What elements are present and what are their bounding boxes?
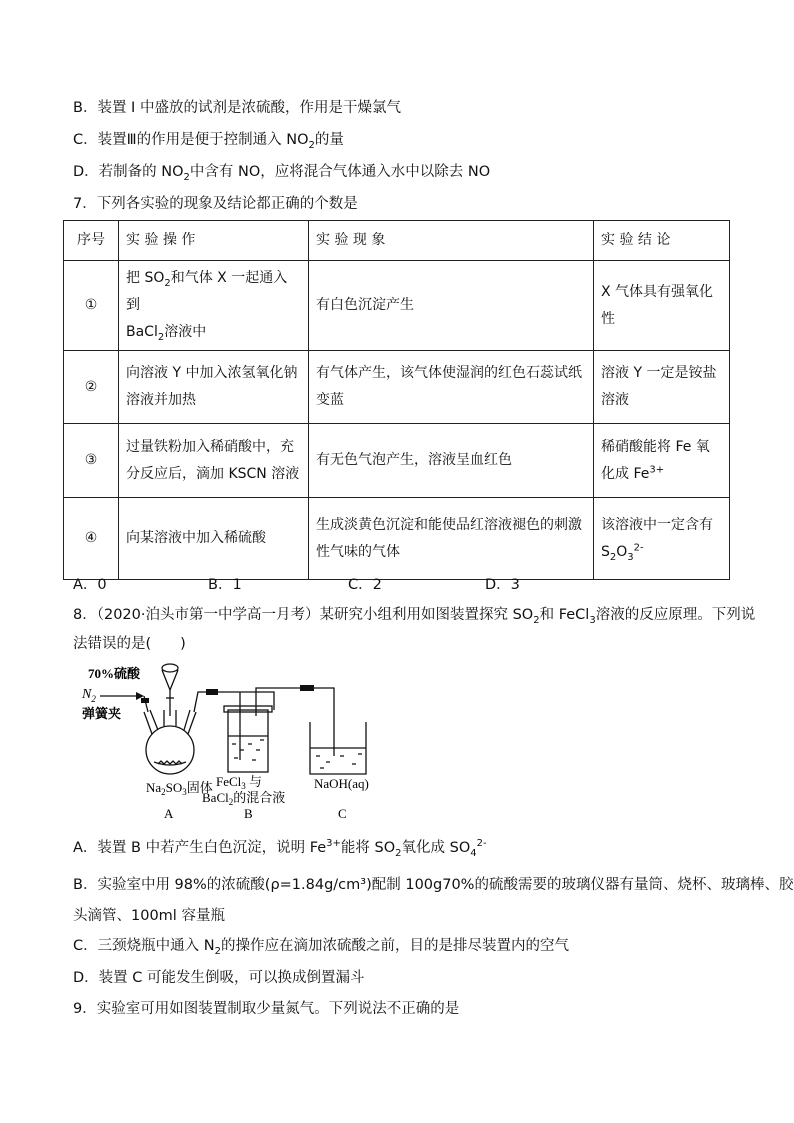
flask-neck-right — [188, 712, 196, 734]
row-conclusion: 稀硝酸能将 Fe 氧化成 $Fe^{3+}$ — [594, 424, 730, 498]
row-phenomenon: 有白色沉淀产生 — [309, 261, 594, 351]
row-num: ④ — [64, 498, 119, 580]
solid-label: $Na_2SO_3$固体 — [146, 780, 213, 797]
three-neck-flask — [144, 710, 196, 774]
q8-option-c: C．三颈烧瓶中通入 $N_2$的操作应在滴加浓硫酸之前，目的是排尽装置内的空气 — [73, 938, 569, 957]
q7-stem: 7．下列各实验的现象及结论都正确的个数是 — [73, 196, 358, 212]
q9-stem: 9．实验室可用如图装置制取少量氮气。下列说法不正确的是 — [73, 1001, 460, 1017]
header-conclusion: 实 验 结 论 — [594, 221, 730, 261]
header-operation: 实 验 操 作 — [119, 221, 309, 261]
table-row — [64, 351, 730, 424]
q8-option-b-line2: 头滴管、100ml 容量瓶 — [73, 908, 225, 924]
header-phenomenon: 实 验 现 象 — [309, 221, 594, 261]
q7-option-d: D．3 — [485, 577, 520, 593]
clamp-icon — [141, 698, 149, 703]
flask-bulb — [146, 726, 194, 774]
beaker-c — [310, 722, 366, 774]
row-operation: 向某溶液中加入稀硫酸 — [119, 498, 309, 580]
acid-label: 70%硫酸 — [88, 666, 141, 681]
q6-option-d: D．若制备的 $NO_2$中含有 NO，应将混合气体通入水中以除去 NO — [73, 164, 491, 183]
q6-option-c: C．装置Ⅲ的作用是便于控制通入 $NO_2$的量 — [73, 132, 344, 151]
label-c: C — [338, 806, 347, 821]
q6-option-b: B．装置 I 中盛放的试剂是浓硫酸，作用是干燥氯气 — [73, 100, 401, 116]
dropping-funnel — [162, 664, 178, 716]
liquid-pattern-b — [232, 740, 264, 760]
q8-option-b-line1: B．实验室中用 98%的浓硫酸(ρ=1.84g/cm³)配制 100g70%的硫酸需要的玻璃仪器有量筒、烧杯、玻璃棒、胶 — [73, 877, 794, 893]
q7-option-c: C．2 — [348, 577, 382, 593]
flask-neck-right — [184, 710, 190, 730]
table-row — [64, 498, 730, 580]
liquid-pattern-c — [316, 754, 362, 768]
bottle-b-stopper — [224, 706, 272, 712]
row-num: ① — [64, 261, 119, 351]
naoh-label: NaOH(aq) — [314, 776, 369, 791]
apparatus-diagram — [78, 660, 378, 825]
bottle-b-body — [228, 710, 268, 772]
table-header-row — [64, 221, 730, 261]
flask-neck-left — [144, 712, 152, 734]
funnel-body — [162, 670, 178, 690]
q7-option-b: B．1 — [208, 577, 242, 593]
mixture-label-line2: BaCl$_2$的混合液 — [202, 790, 286, 807]
label-a: A — [164, 806, 174, 821]
row-conclusion: 溶液 Y 一定是铵盐溶液 — [594, 351, 730, 424]
q7-option-a: A．0 — [73, 577, 107, 593]
funnel-stopper — [162, 664, 178, 672]
connector — [206, 689, 218, 695]
row-num: ② — [64, 351, 119, 424]
row-conclusion: X 气体具有强氧化性 — [594, 261, 730, 351]
clamp-label: 弹簧夹 — [82, 706, 122, 721]
row-operation: 过量铁粉加入稀硝酸中，充分反应后，滴加 KSCN 溶液 — [119, 424, 309, 498]
bottle-b — [224, 692, 272, 772]
header-num: 序号 — [64, 221, 119, 261]
mixture-label-line1: FeCl$_3$ 与 — [216, 774, 263, 791]
n2-label: $N_2$ — [82, 687, 96, 704]
table-row — [64, 424, 730, 498]
q8-stem-line2: 法错误的是( ) — [73, 636, 186, 652]
q8-option-a: A．装置 B 中若产生白色沉淀，说明 $Fe^{3+}$能将 $SO_2$氧化成 $SO_4^{2-}$ — [73, 838, 487, 859]
label-b: B — [244, 806, 253, 821]
flask-neck-left — [150, 710, 158, 730]
row-phenomenon: 生成淡黄色沉淀和能使品红溶液褪色的刺激性气味的气体 — [309, 498, 594, 580]
table-row — [64, 261, 730, 351]
q7-table — [63, 220, 730, 580]
row-num: ③ — [64, 424, 119, 498]
connector — [300, 685, 314, 691]
row-conclusion: 该溶液中一定含有 $S_2O_3^{2-}$ — [594, 498, 730, 580]
row-operation: 把 $SO_2$和气体 X 一起通入到 BaCl$_2$溶液中 — [119, 261, 309, 351]
row-phenomenon: 有气体产生，该气体使湿润的红色石蕊试纸变蓝 — [309, 351, 594, 424]
q8-option-d: D．装置 C 可能发生倒吸，可以换成倒置漏斗 — [73, 970, 365, 986]
row-operation: 向溶液 Y 中加入浓氢氧化钠溶液并加热 — [119, 351, 309, 424]
row-phenomenon: 有无色气泡产生，溶液呈血红色 — [309, 424, 594, 498]
q8-stem-line1: 8．（2020·泊头市第一中学高一月考）某研究小组利用如图装置探究 $SO_2$和 FeCl$_3$溶液的反应原理。下列说 — [73, 607, 756, 626]
